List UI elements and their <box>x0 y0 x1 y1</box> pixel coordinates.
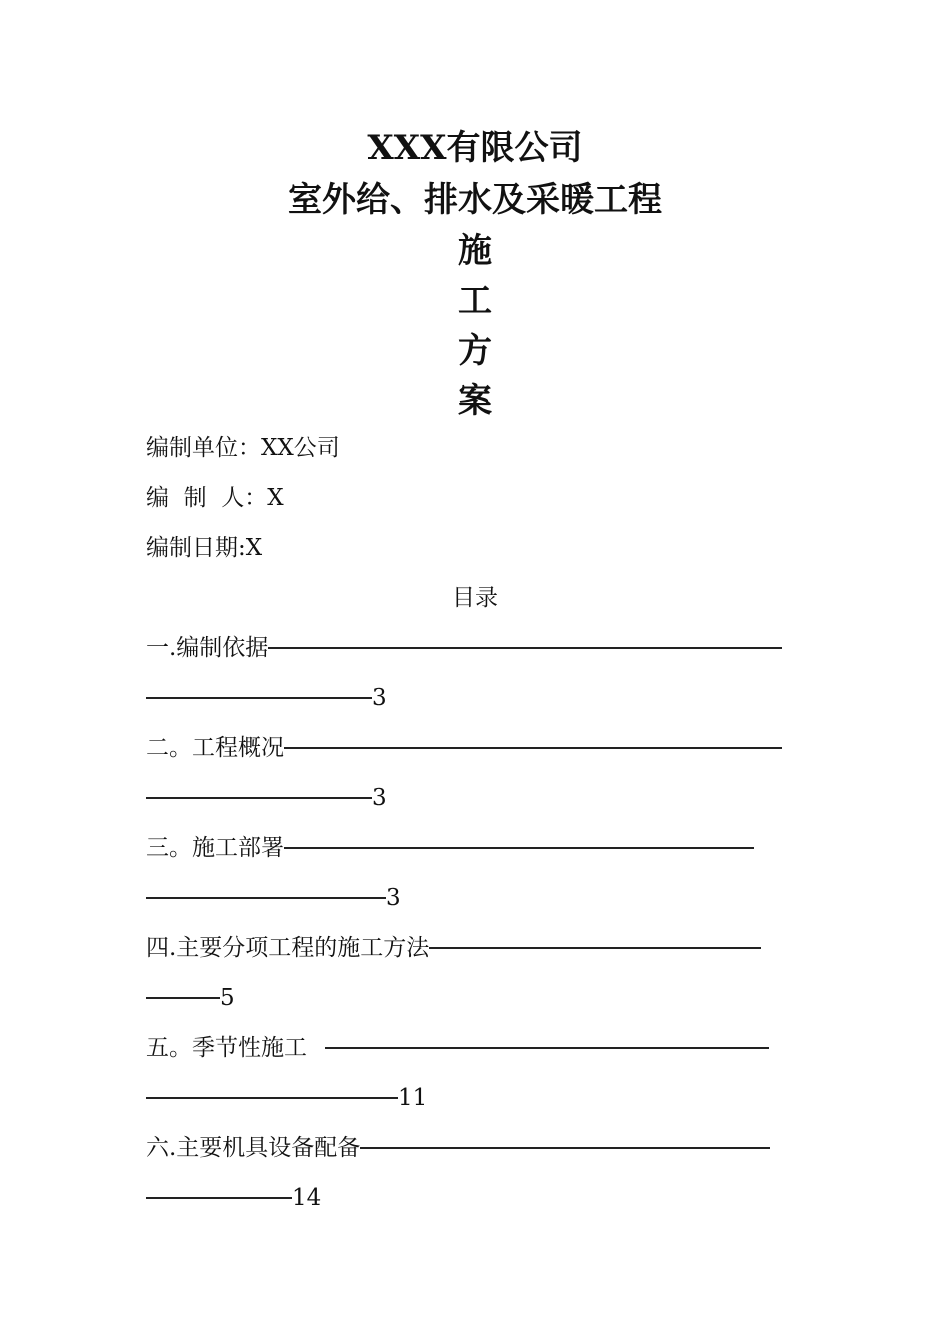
toc-entry-label: 一.编制依据 <box>146 635 269 661</box>
doc-type-char-4: 案 <box>458 381 492 421</box>
toc-entry-4-line-2 <box>146 983 235 1013</box>
toc-entry-label: 四.主要分项工程的施工方法 <box>146 935 430 961</box>
toc-page-number: 14 <box>292 1185 322 1211</box>
toc-leader <box>360 1147 770 1149</box>
toc-leader <box>146 697 372 699</box>
toc-leader <box>146 897 386 899</box>
toc-page-number: 11 <box>398 1085 428 1111</box>
toc-page-number: 3 <box>386 885 401 911</box>
toc-leader <box>325 1047 769 1049</box>
meta-author <box>146 483 284 513</box>
doc-type-char-2: 工 <box>458 281 492 321</box>
doc-type-char-3: 方 <box>458 331 492 371</box>
meta-unit-label: 编制单位： <box>146 435 261 461</box>
meta-author-value: X <box>267 485 284 511</box>
toc-entry-1-line-2 <box>146 683 387 713</box>
toc-entry-6-line-2 <box>146 1183 321 1213</box>
toc-entry-label: 三。施工部署 <box>146 835 284 861</box>
toc-leader <box>429 947 761 949</box>
toc-entry-3-line-1 <box>146 833 754 863</box>
toc-leader <box>268 647 782 649</box>
toc-page-number: 3 <box>372 685 387 711</box>
toc-entry-3-line-2 <box>146 883 401 913</box>
toc-entry-2-line-1 <box>146 733 782 763</box>
meta-unit <box>146 433 340 463</box>
toc-leader <box>284 847 754 849</box>
toc-entry-label: 五。季节性施工 <box>146 1035 307 1061</box>
meta-date-label: 编制日期: <box>146 535 246 561</box>
toc-entry-6-line-1 <box>146 1133 770 1163</box>
toc-leader <box>146 797 372 799</box>
toc-page-number: 5 <box>220 985 235 1011</box>
toc-entry-5-line-1 <box>146 1033 769 1063</box>
toc-leader <box>146 1197 292 1199</box>
meta-date <box>146 533 262 563</box>
toc-page-number: 3 <box>372 785 387 811</box>
toc-leader <box>284 747 782 749</box>
toc-leader <box>146 997 220 999</box>
toc-entry-4-line-1 <box>146 933 761 963</box>
toc-leader <box>146 1097 398 1099</box>
company-title: XXX有限公司 <box>367 128 583 168</box>
toc-entry-label: 六.主要机具设备配备 <box>146 1135 361 1161</box>
meta-date-value: X <box>245 535 263 561</box>
toc-entry-2-line-2 <box>146 783 387 813</box>
toc-entry-5-line-2 <box>146 1083 427 1113</box>
toc-entry-label: 二。工程概况 <box>146 735 284 761</box>
project-title: 室外给、排水及采暖工程 <box>288 180 662 220</box>
meta-unit-value: XX公司 <box>261 435 340 461</box>
toc-title: 目录 <box>452 585 498 611</box>
meta-author-label: 编 制 人： <box>146 485 268 511</box>
doc-type-char-1: 施 <box>458 231 492 271</box>
toc-entry-1-line-1 <box>146 633 782 663</box>
